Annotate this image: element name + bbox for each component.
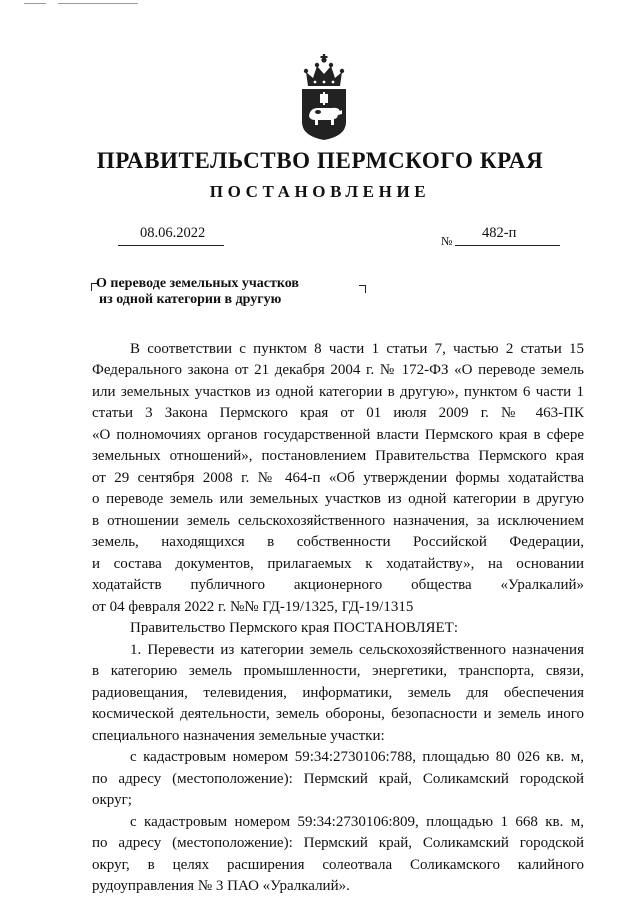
document-date: 08.06.2022: [140, 225, 206, 241]
body-line: от 04 февраля 2022 г. №№ ГД-19/1325, ГД-19/1315: [92, 599, 414, 615]
document-number: 482-п: [482, 225, 517, 241]
body-line: или земельных участков из одной категории в другую», пунктом 6 части 1: [92, 384, 584, 400]
body-line: о переводе земель или земельных участков из одной категории в другую: [92, 491, 584, 507]
body-line: Правительство Пермского края ПОСТАНОВЛЯЕТ:: [130, 620, 459, 636]
body-line: и состава документов, прилагаемых к ходатайству», на основании: [92, 556, 584, 572]
number-sign: №: [441, 234, 453, 248]
body-line: в отношении земель сельскохозяйственного назначения, за исключением: [92, 513, 584, 529]
body-line: специального назначения земельные участки:: [92, 728, 385, 744]
body-line: рудоуправления № 3 ПАО «Уралкалий».: [92, 878, 350, 894]
body-line: космической деятельности, земель обороны, безопасности и земель иного: [92, 706, 584, 722]
page-title: ПРАВИТЕЛЬСТВО ПЕРМСКОГО КРАЯ: [96, 148, 544, 173]
body-line: земельных отношений», постановлением Правительства Пермского края: [92, 448, 584, 464]
body-line: статьи 3 Закона Пермского края от 01 июля 2009 г. № 463-ПК: [92, 405, 584, 421]
document-subject: [96, 276, 299, 308]
coat-of-arms-emblem: [296, 52, 352, 142]
body-line: 1. Перевести из категории земель сельскохозяйственного назначения: [130, 642, 584, 658]
scan-edge-mark: [58, 3, 138, 4]
body-line: земель, находящихся в собственности Российской Федерации,: [92, 534, 584, 550]
body-line: округ;: [92, 792, 132, 808]
scan-edge-mark: [24, 3, 46, 4]
body-line: по адресу (местоположение): Пермский край, Соликамский городской: [92, 835, 584, 851]
body-line: ходатайств публичного акционерного общества «Уралкалий»: [92, 577, 584, 593]
subject-line: из одной категории в другую: [99, 292, 282, 307]
document-type: ПОСТАНОВЛЕНИЕ: [209, 182, 431, 201]
subject-line: О переводе земельных участков: [96, 276, 299, 291]
body-line: радиовещания, телевидения, информатики, земель для обеспечения: [92, 685, 584, 701]
body-line: с кадастровым номером 59:34:2730106:809, площадью 1 668 кв. м,: [130, 814, 584, 830]
body-line: от 29 сентября 2008 г. № 464-п «Об утверждении формы ходатайства: [92, 470, 584, 486]
date-underline: [118, 245, 224, 246]
body-line: с кадастровым номером 59:34:2730106:788, площадью 80 026 кв. м,: [130, 749, 584, 765]
subject-bracket-right: [359, 285, 366, 293]
body-line: в категорию земель промышленности, энергетики, транспорта, связи,: [92, 663, 584, 679]
number-underline: [455, 245, 560, 246]
body-line: Федерального закона от 21 декабря 2004 г. № 172-ФЗ «О переводе земель: [92, 362, 584, 378]
body-line: «О полномочиях органов государственной власти Пермского края в сфере: [92, 427, 584, 443]
body-line: В соответствии с пунктом 8 части 1 статьи 7, частью 2 статьи 15: [130, 341, 584, 357]
body-line: округ, в целях расширения солеотвала Соликамского калийного: [92, 857, 584, 873]
body-line: по адресу (местоположение): Пермский край, Соликамский городской: [92, 771, 584, 787]
